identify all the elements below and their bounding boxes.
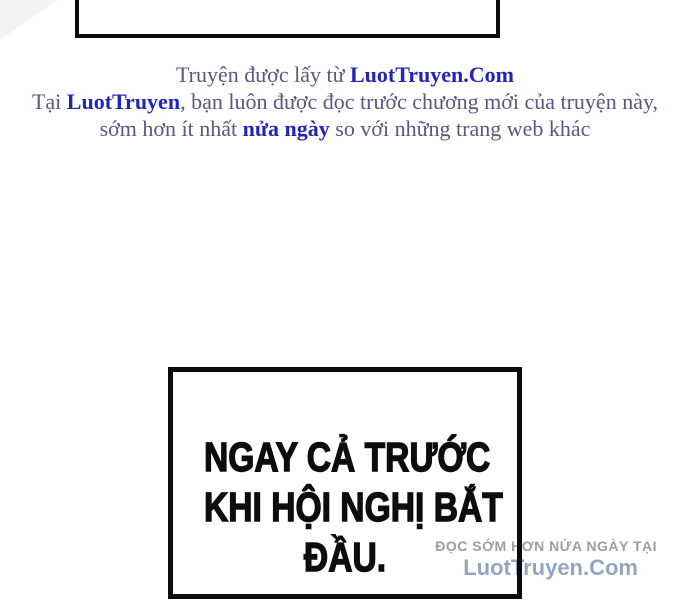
top-speech-box xyxy=(75,0,500,38)
promo-line-3-text: so với những trang web khác xyxy=(329,116,591,141)
watermark-tagline: ĐỌC SỚM HƠN NỬA NGÀY TẠI xyxy=(435,538,657,554)
promo-line-2-prefix: Tại xyxy=(31,89,67,114)
promo-text-block xyxy=(0,61,690,142)
promo-site-name-short: LuotTruyen xyxy=(66,89,181,114)
speech-bubble xyxy=(168,367,522,599)
top-left-panel-corner xyxy=(0,0,58,40)
promo-line-3-prefix: sớm hơn ít nhất xyxy=(99,116,243,141)
promo-line-1 xyxy=(0,61,690,88)
promo-site-name: LuotTruyen.Com xyxy=(350,62,514,87)
bubble-line-3: ĐẦU. xyxy=(303,534,387,580)
bubble-line-1: NGAY CẢ TRƯỚC xyxy=(203,434,491,480)
promo-line-3 xyxy=(0,115,690,142)
bubble-line-2: KHI HỘI NGHỊ BẮT xyxy=(203,484,503,530)
promo-line-2 xyxy=(0,88,690,115)
watermark-site-name: LuotTruyen.Com xyxy=(463,555,638,580)
promo-line-1-text: Truyện được lấy từ xyxy=(176,62,350,87)
promo-highlight-half-day: nửa ngày xyxy=(242,116,330,141)
speech-bubble-text xyxy=(203,432,503,582)
promo-line-2-text: , bạn luôn được đọc trước chương mới của truyện này, xyxy=(180,89,659,114)
